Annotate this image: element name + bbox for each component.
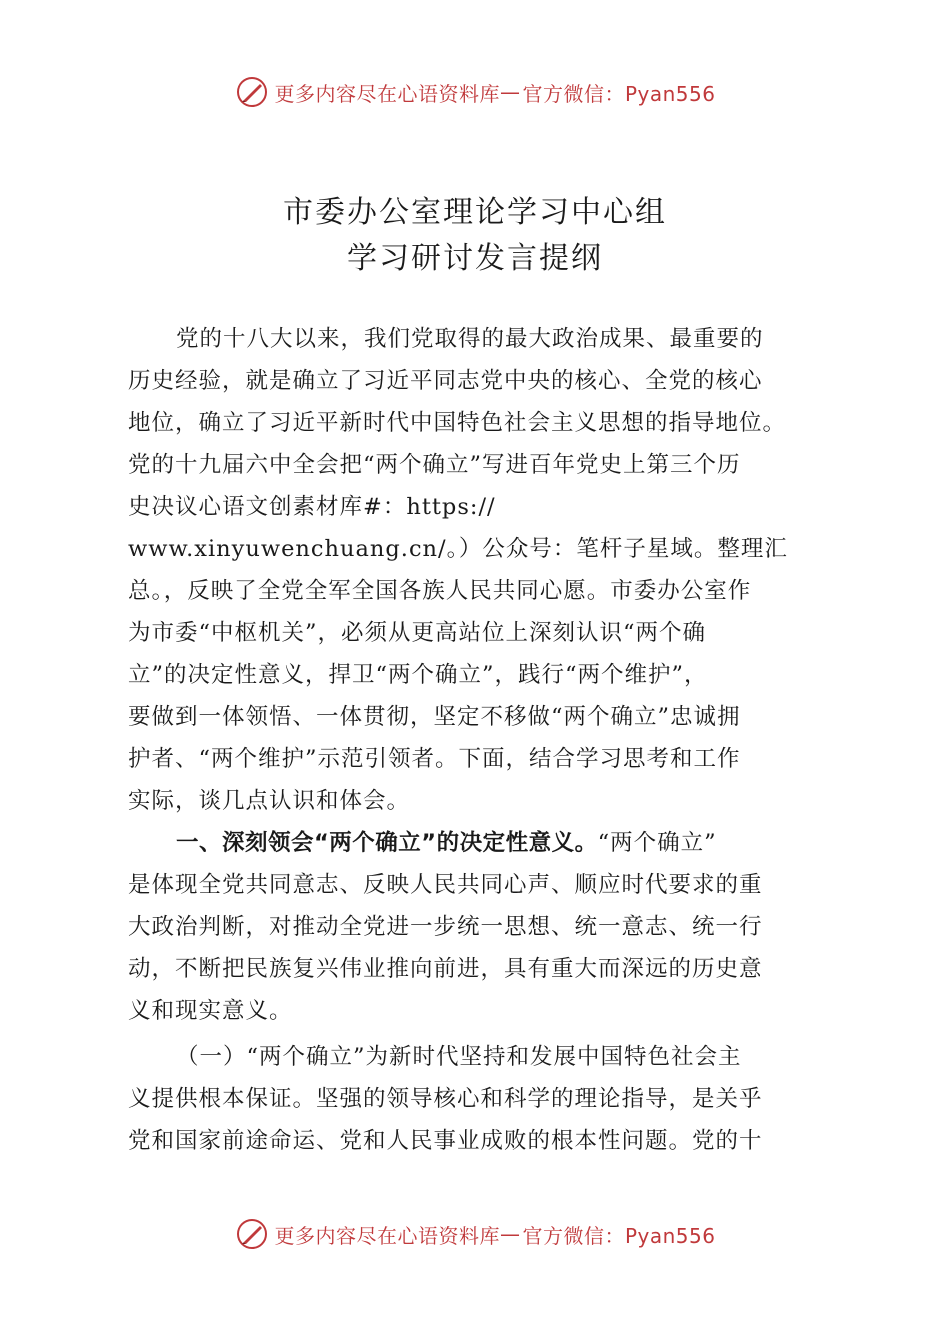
banner-separator: — [499,1222,521,1246]
text-line [128,822,828,864]
paragraph-intro [128,318,828,822]
text-line: 党和国家前途命运、党和人民事业成败的根本性问题。党的十 [128,1128,763,1154]
text-line: www.xinyuwenchuang.cn/。）公众号：笔杆子星域。整理汇 [128,536,788,562]
text-line: 大政治判断，对推动全党进一步统一思想、统一意志、统一行 [128,914,763,940]
banner-wechat: 官方微信：Pyan556 [522,1223,716,1248]
text-line: 党的十九届六中全会把“两个确立”写进百年党史上第三个历 [128,452,741,478]
paragraph-section-1 [128,822,828,1032]
text-line: 地位，确立了习近平新时代中国特色社会主义思想的指导地位。 [128,410,787,436]
text-line: 义提供根本保证。坚强的领导核心和科学的理论指导，是关乎 [128,1086,763,1112]
text-line: 义和现实意义。 [128,998,293,1024]
text-line: 历史经验，就是确立了习近平同志党中央的核心、全党的核心 [128,368,763,394]
banner-text: 更多内容尽在心语资料库 [274,1223,500,1248]
header-banner [0,74,950,110]
pen-logo-icon [234,1216,270,1252]
text-line: 动，不断把民族复兴伟业推向前进，具有重大而深远的历史意 [128,956,763,982]
text-line: 要做到一体领悟、一体贯彻，坚定不移做“两个确立”忠诚拥 [128,704,741,730]
section-heading: 一、深刻领会“两个确立”的决定性意义。 [176,830,598,856]
pen-logo-icon [234,74,270,110]
banner-wechat: 官方微信：Pyan556 [522,81,716,106]
text-line: 立”的决定性意义，捍卫“两个确立”，践行“两个维护”， [128,662,708,688]
text-line: 总。，反映了全党全军全国各族人民共同心愿。市委办公室作 [128,578,752,604]
banner-separator: — [499,80,521,104]
paragraph-subsection-1 [128,1036,828,1162]
text-line: 护者、“两个维护”示范引领者。下面，结合学习思考和工作 [128,746,741,772]
text-line: 史决议心语文创素材库#：https:// [128,494,496,520]
text-fragment: “两个确立” [597,830,717,856]
banner-text: 更多内容尽在心语资料库 [274,81,500,106]
text-line: 党的十八大以来，我们党取得的最大政治成果、最重要的 [176,326,764,352]
text-line: 为市委“中枢机关”，必须从更高站位上深刻认识“两个确 [128,620,707,646]
text-line: （一）“两个确立”为新时代坚持和发展中国特色社会主 [176,1044,742,1070]
footer-banner [0,1216,950,1252]
page-title-line-2: 学习研讨发言提纲 [347,241,603,276]
text-line: 实际，谈几点认识和体会。 [128,788,411,814]
document-body [128,318,828,1162]
page-title-line-1: 市委办公室理论学习中心组 [283,195,667,230]
text-line: 是体现全党共同意志、反映人民共同心声、顺应时代要求的重 [128,872,763,898]
